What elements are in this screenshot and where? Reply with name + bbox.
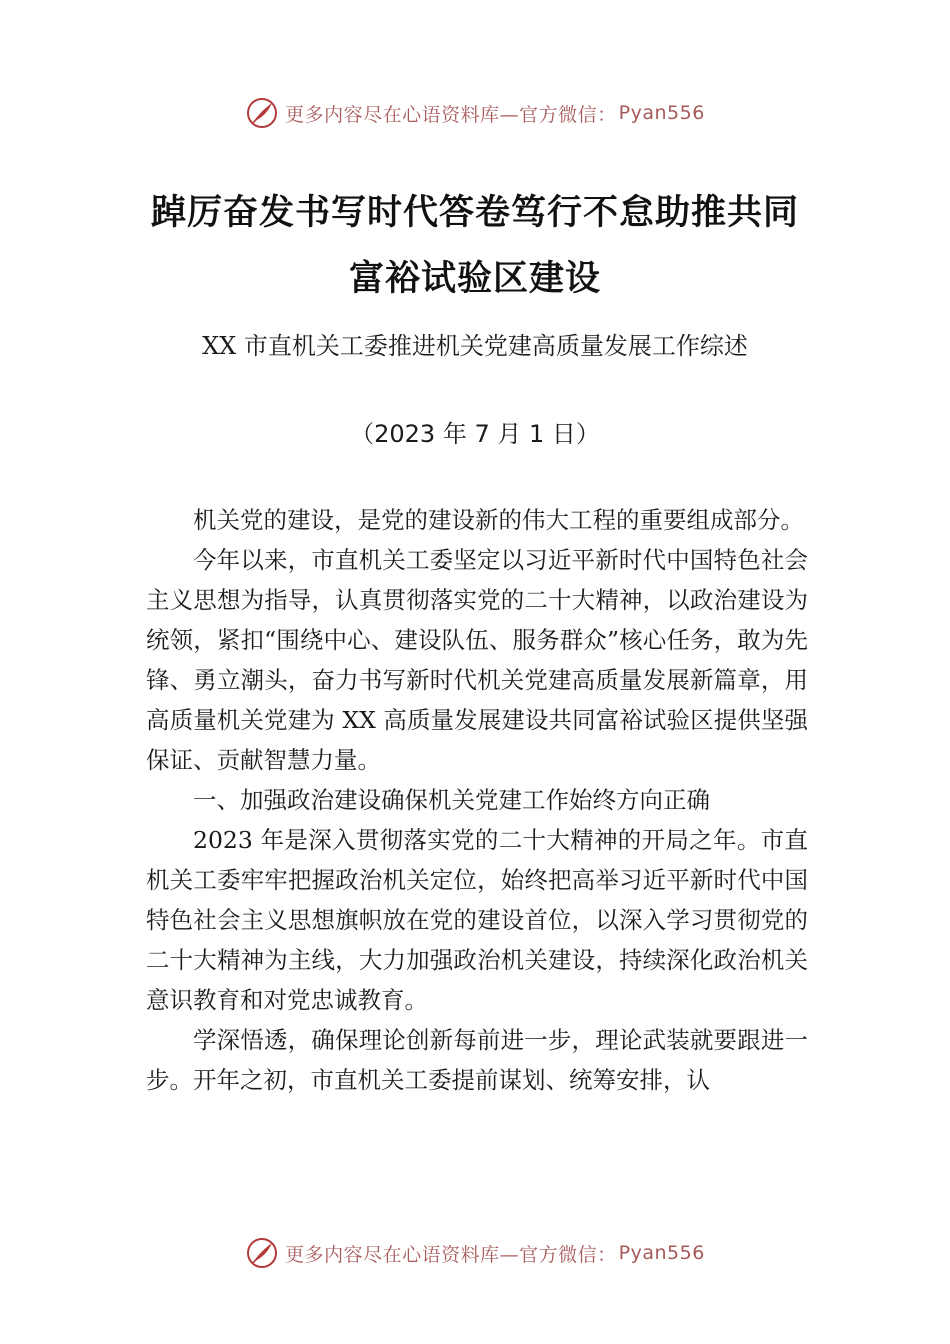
paragraph: 今年以来，市直机关工委坚定以习近平新时代中国特色社会主义思想为指导，认真贯彻落实党的二十大精神，以政治建设为统领，紧扣“围绕中心、建设队伍、服务群众”核心任务，敢为先锋、勇立潮头，奋力书写新时代机关党建高质量发展新篇章，用高质量机关党建为 XX 高质量发展建设共同富裕试验区提供坚强保证、贡献智慧力量。 [146,546,808,774]
paragraph: 机关党的建设，是党的建设新的伟大工程的重要组成部分。 [193,506,804,534]
watermark-wechat-id: Pyan556 [618,1242,705,1264]
document-subtitle: XX 市直机关工委推进机关党建高质量发展工作综述 [202,332,748,360]
title-line-1: 踔厉奋发书写时代答卷笃行不怠助推共同 [150,192,799,233]
document-date: （2023 年 7 月 1 日） [350,420,600,448]
document-title [140,180,810,312]
watermark-text: 更多内容尽在心语资料库—官方微信： [285,1243,617,1266]
feather-quill-icon [245,1236,279,1270]
feather-quill-icon [245,96,279,130]
document-body [146,500,808,1100]
watermark-header [0,96,950,130]
paragraph: 2023 年是深入贯彻落实党的二十大精神的开局之年。市直机关工委牢牢把握政治机关定位，始终把高举习近平新时代中国特色社会主义思想旗帜放在党的建设首位，以深入学习贯彻党的二十大精神为主线，大力加强政治机关建设，持续深化政治机关意识教育和对党忠诚教育。 [146,826,808,1014]
paragraph: 学深悟透，确保理论创新每前进一步，理论武装就要跟进一步。开年之初，市直机关工委提前谋划、统筹安排，认 [146,1026,808,1094]
watermark-wechat-id: Pyan556 [618,102,705,124]
section-heading: 一、加强政治建设确保机关党建工作始终方向正确 [193,786,710,814]
title-line-2: 富裕试验区建设 [348,258,601,299]
watermark-footer [0,1236,950,1270]
watermark-text: 更多内容尽在心语资料库—官方微信： [285,103,617,126]
